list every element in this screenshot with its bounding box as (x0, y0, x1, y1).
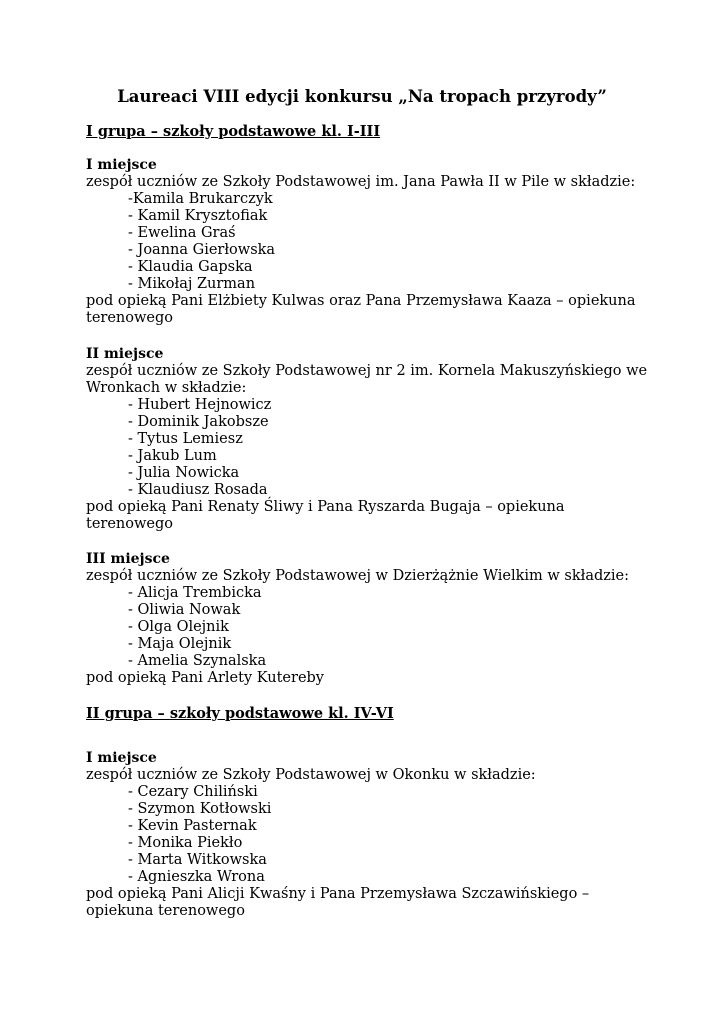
g2-place-1-supervision: opiekuna terenowego (86, 903, 245, 919)
g1-place-3-intro: zespół uczniów ze Szkoły Podstawowej w Dzierżążnie Wielkim w składzie: (86, 568, 629, 584)
g1-place-2-member: - Klaudiusz Rosada (128, 482, 268, 498)
g1-place-2-supervision: terenowego (86, 516, 173, 532)
g1-place-1-member: -Kamila Brukarczyk (128, 191, 273, 207)
g2-place-1-supervision: pod opieką Pani Alicji Kwaśny i Pana Przemysława Szczawińskiego – (86, 886, 590, 902)
g1-place-2-member: - Tytus Lemiesz (128, 431, 243, 447)
g1-place-1-supervision: terenowego (86, 310, 173, 326)
g1-place-1-supervision: pod opieką Pani Elżbiety Kulwas oraz Pana Przemysława Kaaza – opiekuna (86, 293, 636, 309)
g1-place-3-member: - Olga Olejnik (128, 619, 229, 635)
group-1-heading: I grupa – szkoły podstawowe kl. I-III (86, 123, 381, 140)
g1-place-3-supervision: pod opieką Pani Arlety Kutereby (86, 670, 325, 686)
g1-place-2-member: - Hubert Hejnowicz (128, 397, 272, 413)
g1-place-3-member: - Oliwia Nowak (128, 602, 241, 618)
g1-place-1-member: - Klaudia Gapska (128, 259, 253, 275)
g1-place-2-intro: Wronkach w składzie: (86, 380, 247, 396)
g2-place-1-heading: I miejsce (86, 750, 157, 766)
g1-place-2-member: - Jakub Lum (128, 448, 217, 464)
g1-place-2-supervision: pod opieką Pani Renaty Śliwy i Pana Ryszarda Bugaja – opiekuna (86, 499, 565, 515)
g1-place-3-heading: III miejsce (86, 551, 170, 567)
g1-place-2-member: - Dominik Jakobsze (128, 414, 269, 430)
g2-place-1-member: - Kevin Pasternak (128, 818, 257, 834)
g1-place-3-member: - Amelia Szynalska (128, 653, 267, 669)
g1-place-2-intro: zespół uczniów ze Szkoły Podstawowej nr 2 im. Kornela Makuszyńskiego we (86, 363, 648, 379)
g1-place-3-member: - Alicja Trembicka (128, 585, 262, 601)
g1-place-1-member: - Joanna Gierłowska (128, 242, 276, 258)
g1-place-2-heading: II miejsce (86, 346, 164, 362)
g2-place-1-member: - Agnieszka Wrona (128, 869, 265, 885)
g1-place-1-member: - Kamil Krysztofiak (128, 208, 268, 224)
g2-place-1-intro: zespół uczniów ze Szkoły Podstawowej w Okonku w składzie: (86, 767, 536, 783)
g1-place-1-member: - Mikołaj Zurman (128, 276, 256, 292)
document-title: Laureaci VIII edycji konkursu „Na tropach przyrody” (117, 87, 607, 106)
g1-place-1-heading: I miejsce (86, 157, 157, 173)
g1-place-2-member: - Julia Nowicka (128, 465, 240, 481)
g1-place-1-member: - Ewelina Graś (128, 225, 236, 241)
group-2-heading: II grupa – szkoły podstawowe kl. IV-VI (86, 705, 394, 722)
g2-place-1-member: - Monika Piekło (128, 835, 243, 851)
g1-place-1-intro: zespół uczniów ze Szkoły Podstawowej im. Jana Pawła II w Pile w składzie: (86, 174, 636, 190)
g2-place-1-member: - Cezary Chiliński (128, 784, 258, 800)
g1-place-3-member: - Maja Olejnik (128, 636, 232, 652)
g2-place-1-member: - Marta Witkowska (128, 852, 267, 868)
g2-place-1-member: - Szymon Kotłowski (128, 801, 272, 817)
